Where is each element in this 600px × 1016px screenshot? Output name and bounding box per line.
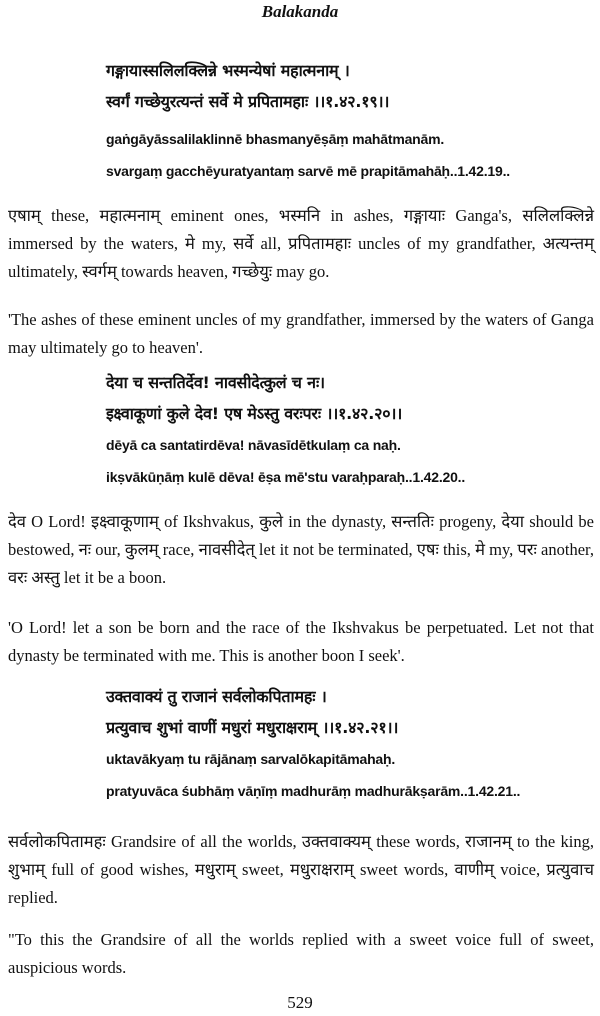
translation-paragraph: "To this the Grandsire of all the worlds replied with a sweet voice full of sweet, auspicious words. bbox=[8, 930, 594, 977]
transliteration-line: uktavākyaṃ tu rājānaṃ sarvalōkapitāmahaḥ. bbox=[106, 751, 396, 767]
sanskrit-line: इक्ष्वाकूणां कुले देव! एष मेऽस्तु वरःपरः ।।१.४२.२०।। bbox=[106, 404, 403, 423]
translation-paragraph: 'The ashes of these eminent uncles of my grandfather, immersed by the waters of Ganga may ultimately go to heaven'. bbox=[8, 310, 594, 357]
transliteration-line: gaṅgāyāssalilaklinnē bhasmanyēṣāṃ mahātmanām. bbox=[106, 131, 445, 147]
sanskrit-line: स्वर्गं गच्छेयुरत्यन्तं सर्वे मे प्रपितामहाः ।।१.४२.१९।। bbox=[106, 92, 390, 111]
page-number: 529 bbox=[287, 993, 313, 1012]
translation-paragraph: 'O Lord! let a son be born and the race of the Ikshvakus be perpetuated. Let not that dynasty be terminated with me. This is another boon I seek'. bbox=[8, 618, 594, 665]
verse-block bbox=[106, 372, 586, 487]
word-gloss-paragraph: सर्वलोकपितामहः Grandsire of all the worlds, उक्तवाक्यम् these words, राजानम् to the king, शुभाम् full of good wishes, मधुराम् sweet, मधुराक्षराम् sweet words, वाणीम् voice, प्रत्युवाच replied. bbox=[8, 832, 594, 907]
transliteration-line: svargaṃ gacchēyuratyantaṃ sarvē mē prapitāmahāḥ..1.42.19.. bbox=[106, 163, 510, 179]
sanskrit-line: प्रत्युवाच शुभां वाणीं मधुरां मधुराक्षराम् ।।१.४२.२१।। bbox=[106, 718, 399, 737]
running-header: Balakanda bbox=[261, 2, 339, 21]
sanskrit-line: उक्तवाक्यं तु राजानं सर्वलोकपितामहः । bbox=[106, 687, 327, 706]
word-gloss-paragraph: देव O Lord! इक्ष्वाकूणाम् of Ikshvakus, कुले in the dynasty, सन्ततिः progeny, देया should be bestowed, नः our, कुलम् race, नावसीदेत् let it not be terminated, एषः this, मे my, परः another, वरः अस्तु let it be a boon. bbox=[8, 512, 594, 587]
transliteration-line: ikṣvākūṇāṃ kulē dēva! ēṣa mē'stu varaḥparaḥ..1.42.20.. bbox=[106, 469, 466, 485]
transliteration-line: dēyā ca santatirdēva! nāvasīdētkulaṃ ca naḥ. bbox=[106, 437, 401, 453]
verse-block bbox=[106, 60, 586, 181]
word-gloss-paragraph: एषाम् these, महात्मनाम् eminent ones, भस्मनि in ashes, गङ्गायाः Ganga's, सलिलक्लिन्ने immersed by the waters, मे my, सर्वे all, प्रपितामहाः uncles of my grandfather, अत्यन्तम् ultimately, स्वर्गम् towards heaven, गच्छेयुः may go. bbox=[8, 206, 594, 281]
transliteration-line: pratyuvāca śubhāṃ vāṇīṃ madhurāṃ madhurākṣarām..1.42.21.. bbox=[106, 783, 521, 799]
sanskrit-line: देया च सन्ततिर्देव! नावसीदेत्कुलं च नः। bbox=[106, 373, 325, 392]
verse-block bbox=[106, 686, 586, 801]
sanskrit-line: गङ्गायास्सलिलक्लिन्ने भस्मन्येषां महात्मनाम् । bbox=[106, 61, 350, 80]
